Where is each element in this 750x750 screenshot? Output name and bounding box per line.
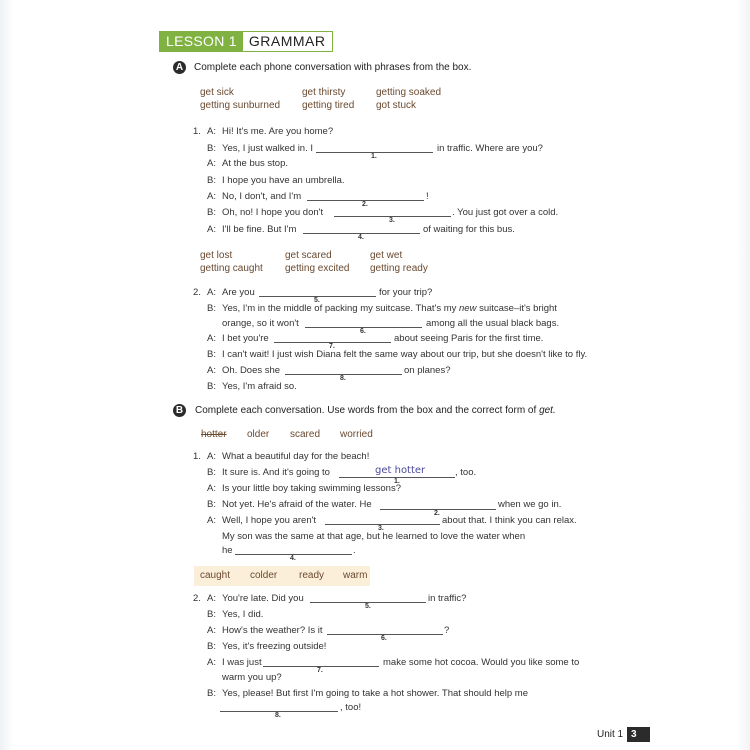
dialog-text: he (222, 545, 233, 556)
dialog-text: when we go in. (498, 499, 562, 510)
word-box-item: got stuck (376, 100, 417, 111)
section-a-badge: A (173, 61, 186, 74)
word-box-item-used: hotter (201, 429, 227, 440)
dialog-text: My son was the same at that age, but he learned to love the water when (222, 531, 526, 542)
speaker: B: (207, 641, 216, 652)
dialog-text: , too. (455, 467, 477, 478)
speaker: A: (207, 365, 216, 376)
word-box-item: warm (343, 570, 368, 581)
dialog-text: Are you (222, 287, 255, 298)
dialog-text: Not yet. He's afraid of the water. He (222, 499, 372, 510)
speaker: B: (207, 467, 216, 478)
dialog-text: Hi! It's me. Are you home? (222, 126, 334, 137)
word-box-item: getting sunburned (200, 100, 281, 111)
section-b-badge: B (173, 404, 186, 417)
dialog-text: about that. I think you can relax. (442, 515, 577, 526)
dialog-text: Yes, I'm in the middle of packing my suitcase. That's my new suitcase–it's bright (222, 303, 557, 314)
word-box-item: getting soaked (376, 87, 442, 98)
blank-number: 1. (394, 478, 400, 485)
dialog-text: Yes, I did. (222, 609, 264, 620)
page-number: 3 (627, 727, 650, 742)
section-b-instruction: Complete each conversation. Use words from the box and the correct form of get. (195, 405, 556, 416)
speaker: A: (207, 158, 216, 169)
speaker: A: (207, 333, 216, 344)
blank-number: 5. (314, 297, 320, 304)
dialog-text: for your trip? (379, 287, 433, 298)
blank-number: 7. (329, 343, 335, 350)
dialog-text: What a beautiful day for the beach! (222, 451, 370, 462)
word-box-item: get thirsty (302, 87, 346, 98)
dialog-text: orange, so it won't (222, 318, 299, 329)
lesson-tag: LESSON 1 (160, 32, 243, 51)
speaker: A: (207, 287, 216, 298)
dialog-text: ! (426, 191, 429, 202)
blank-number: 8. (275, 712, 281, 719)
speaker: A: (207, 191, 216, 202)
dialog-text: I bet you're (222, 333, 269, 344)
blank-number: 2. (362, 201, 368, 208)
blank-number: 5. (365, 603, 371, 610)
item-number: 2. (193, 287, 201, 298)
blank-number: 1. (371, 153, 377, 160)
dialog-text: in traffic? (428, 593, 467, 604)
word-box-item: ready (299, 570, 325, 581)
speaker: A: (207, 657, 216, 668)
dialog-text: make some hot cocoa. Would you like some to (383, 657, 580, 668)
word-box-b2 (194, 566, 370, 586)
word-box-item: scared (290, 429, 321, 440)
dialog-text: Yes, it's freezing outside! (222, 641, 327, 652)
speaker: B: (207, 688, 216, 699)
dialog-text: in traffic. Where are you? (437, 143, 543, 154)
dialog-text: Oh. Does she (222, 365, 281, 376)
speaker: A: (207, 625, 216, 636)
word-box-item: getting ready (370, 263, 428, 274)
dialog-text: . You just got over a cold. (452, 207, 559, 218)
dialog-text: . (353, 545, 356, 556)
dialog-text: ? (444, 625, 450, 636)
dialog-text: on planes? (404, 365, 451, 376)
speaker: A: (207, 483, 216, 494)
blank-number: 3. (378, 525, 384, 532)
speaker: A: (207, 515, 216, 526)
blank-number: 7. (317, 667, 323, 674)
word-box-item: colder (250, 570, 278, 581)
word-box-item: get sick (200, 87, 234, 98)
speaker: B: (207, 303, 216, 314)
dialog-text: It sure is. And it's going to (222, 467, 330, 478)
dialog-text: How's the weather? Is it (222, 625, 323, 636)
dialog-text: Oh, no! I hope you don't (222, 207, 324, 218)
dialog-text: , too! (340, 702, 362, 713)
dialog-text: Is your little boy taking swimming lessons? (222, 483, 401, 494)
word-box-item: getting tired (302, 100, 355, 111)
word-box-item: get lost (200, 250, 233, 261)
speaker: B: (207, 349, 216, 360)
dialog-text: Yes, please! But first I'm going to take a hot shower. That should help me (222, 688, 528, 699)
dialog-text: You're late. Did you (222, 593, 304, 604)
footer-unit: Unit 1 (597, 729, 624, 740)
speaker: B: (207, 143, 216, 154)
blank-number: 6. (360, 328, 366, 335)
item-number: 2. (193, 593, 201, 604)
word-box-item: get wet (370, 250, 403, 261)
word-box-item: caught (200, 570, 231, 581)
word-box-item: older (247, 429, 270, 440)
dialog-text: I'll be fine. But I'm (222, 224, 297, 235)
word-box-item: worried (340, 429, 373, 440)
dialog-text: Yes, I just walked in. I (222, 143, 314, 154)
item-number: 1. (193, 126, 201, 137)
dialog-text: I hope you have an umbrella. (222, 175, 345, 186)
speaker: A: (207, 451, 216, 462)
dialog-text: among all the usual black bags. (426, 318, 560, 329)
blank-number: 3. (389, 217, 395, 224)
blank-number: 2. (434, 510, 440, 517)
speaker: B: (207, 207, 216, 218)
dialog-text: warm you up? (222, 672, 282, 683)
speaker: B: (207, 609, 216, 620)
speaker: A: (207, 593, 216, 604)
blank-number: 4. (358, 234, 364, 241)
blank-number: 4. (290, 555, 296, 562)
speaker: A: (207, 126, 216, 137)
dialog-text: No, I don't, and I'm (222, 191, 302, 202)
item-number: 1. (193, 451, 201, 462)
lesson-title: GRAMMAR (243, 32, 332, 51)
word-box-item: getting excited (285, 263, 350, 274)
speaker: B: (207, 381, 216, 392)
speaker: B: (207, 175, 216, 186)
section-a-instruction: Complete each phone conversation with phrases from the box. (194, 62, 472, 73)
word-box-item: get scared (285, 250, 332, 261)
blank-number: 6. (381, 635, 387, 642)
word-box-item: getting caught (200, 263, 263, 274)
lesson-header (159, 31, 333, 52)
blank-number: 8. (340, 375, 346, 382)
sample-answer: get hotter (375, 465, 426, 476)
speaker: A: (207, 224, 216, 235)
dialog-text: At the bus stop. (222, 158, 289, 169)
speaker: B: (207, 499, 216, 510)
dialog-text: Well, I hope you aren't (222, 515, 317, 526)
dialog-text: I was just (222, 657, 262, 668)
dialog-text: Yes, I'm afraid so. (222, 381, 297, 392)
dialog-text: of waiting for this bus. (423, 224, 515, 235)
dialog-text: I can't wait! I just wish Diana felt the same way about our trip, but she doesn't like to fly. (222, 349, 588, 360)
dialog-text: about seeing Paris for the first time. (394, 333, 544, 344)
